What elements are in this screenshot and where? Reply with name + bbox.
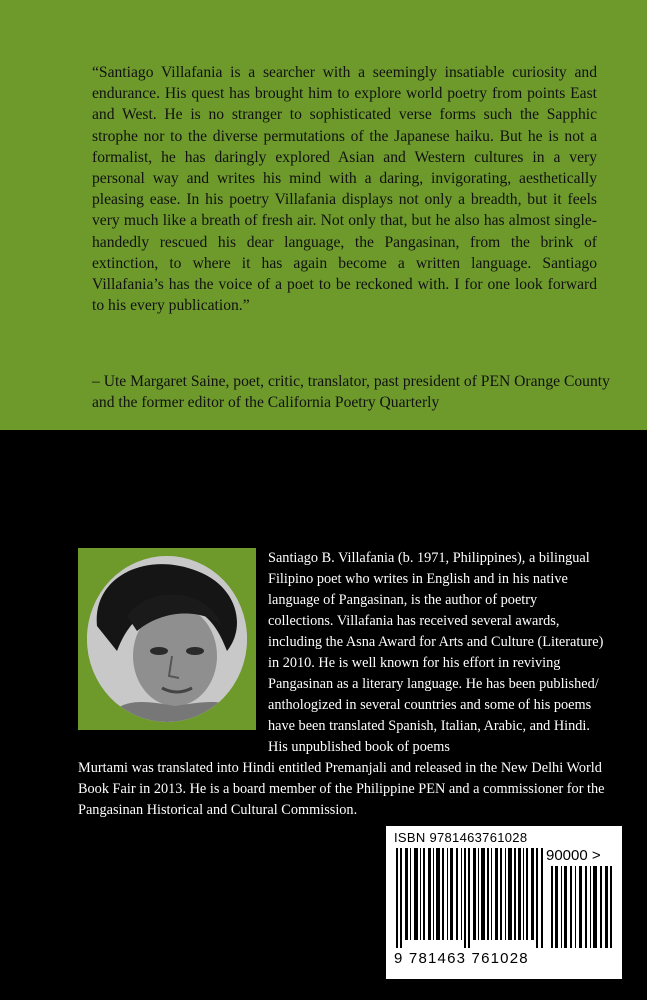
- isbn-label: ISBN 9781463761028: [394, 830, 528, 845]
- author-bio-continued: Murtami was translated into Hindi entitled Premanjali and released in the New Delhi World Book Fair in 2013. He is a board member of the Philippine PEN and a commissioner for the Pangasinan Historical and Cultural Commission.: [78, 760, 605, 818]
- isbn-barcode: [386, 826, 622, 979]
- price-barcode-bars: [551, 866, 613, 948]
- review-attribution: – Ute Margaret Saine, poet, critic, translator, past president of PEN Orange County and the former editor of the California Poetry Quarterly: [92, 373, 610, 412]
- author-panel: [0, 430, 647, 1000]
- author-bio: Santiago B. Villafania (b. 1971, Philippines), a bilingual Filipino poet who writes in English and in his native language of Pangasinan, is the author of poetry collections. Villafania has received several awards, including the Asna Award for Arts and Culture (Literature) in 2010. He is well known for his effort in reviving Pangasinan as a literary language. He has been published/ anthologized in several countries and some of his poems have been translated Spanish, Italian, Arabic, and Hindi. His unpublished book of poems: [268, 550, 604, 755]
- barcode-bars: [396, 848, 546, 948]
- isbn-digits: 9 781463 761028: [394, 950, 529, 967]
- review-panel: [0, 0, 647, 430]
- review-quote: “Santiago Villafania is a searcher with a seemingly insatiable curiosity and endurance. His quest has brought him to explore world poetry from points East and West. He is no stranger to sophisticated verse forms such the Sapphic strophe nor to the diverse permutations of the Japanese haiku. But he is not a formalist, he has daringly explored Asian and Western cultures in a very personal way and writes his mind with a daring, invigorating, aesthetically pleasing ease. In his poetry Villafania displays not only a breadth, but it feels very much like a breath of fresh air. Not only that, but he also has almost single-handedly rescued his dear language, the Pangasinan, from the brink of extinction, to where it has again become a written language. Santiago Villafania’s has the voice of a poet to be reckoned with. I for one look forward to his every publication.”: [92, 64, 597, 315]
- price-code: 90000 >: [546, 847, 601, 864]
- author-portrait-image: [87, 556, 247, 722]
- author-photo-frame: [78, 548, 256, 730]
- author-photo: [87, 556, 247, 722]
